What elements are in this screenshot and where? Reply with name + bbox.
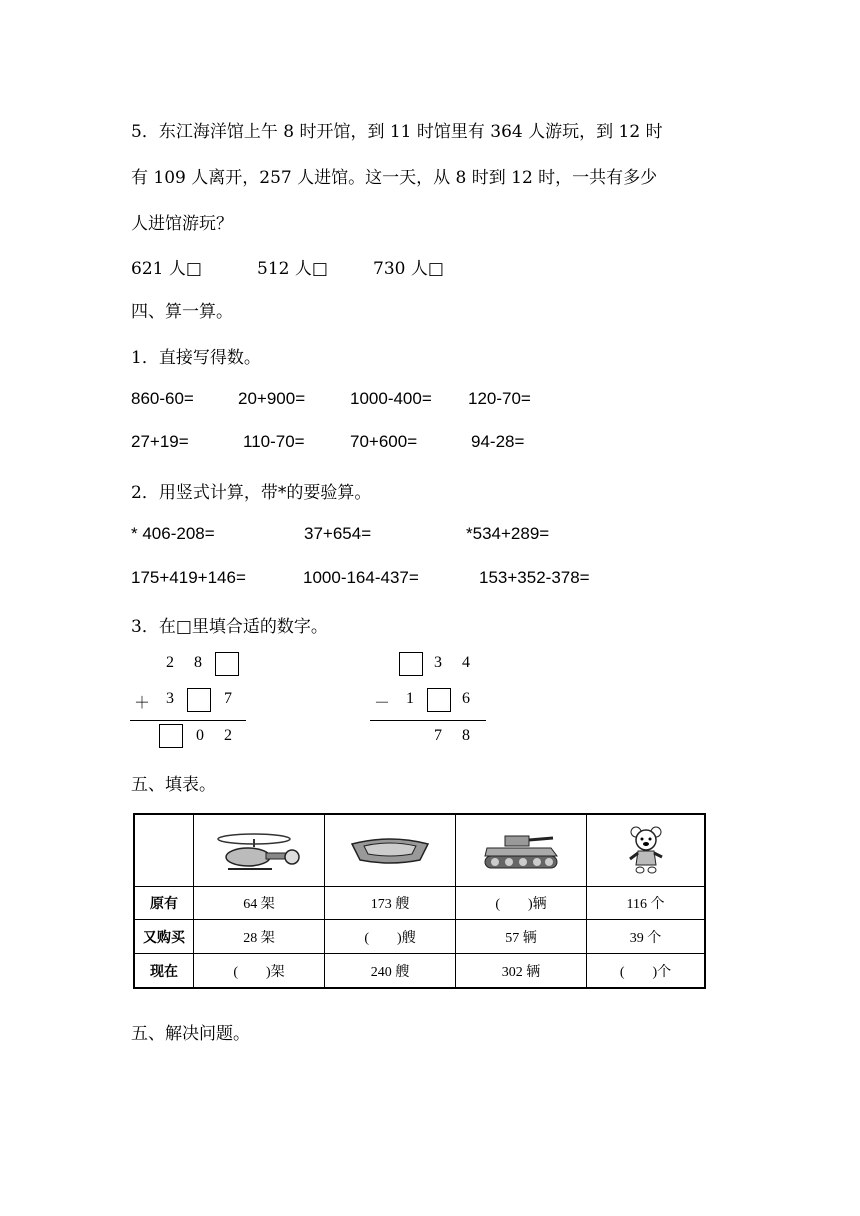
answer-box[interactable] [399,652,423,676]
section-4-title: 四、算一算。 [131,302,233,322]
tank-cell [456,814,587,886]
section-6-title: 五、解决问题。 [131,1024,250,1044]
boat-icon [350,830,430,870]
option-621[interactable]: 621 人□ [131,259,202,279]
answer-box[interactable] [215,652,239,676]
table-cell: 64 架 [194,886,325,920]
table-row [134,920,705,954]
table-cell-blank[interactable]: ( )辆 [456,886,587,920]
sum-line [130,720,246,721]
vertical-calc-item: 175+419+146= [131,568,246,587]
helicopter-icon [214,825,304,875]
boat-cell [325,814,456,886]
option-512[interactable]: 512 人□ [257,259,328,279]
vertical-calc-row-1 [131,524,549,544]
vertical-calc-row-2 [131,568,590,588]
q5-line-3: 人进馆游玩？ [131,214,233,234]
bear-cell [587,814,706,886]
plus-sign: ＋ [133,695,150,712]
difference-line [370,720,486,721]
table-cell: 240 艘 [325,954,456,989]
q5-line-2: 有 109 人离开，257 人进馆。这一天，从 8 时到 12 时，一共有多少 [131,168,658,188]
row-label: 现在 [134,954,194,989]
mental-math-item: 1000-400= [350,389,432,408]
vertical-subtraction: 3 4 － 1 6 7 8 [370,652,490,752]
table-cell-blank[interactable]: ( )个 [587,954,706,989]
table-cell: 39 个 [587,920,706,954]
answer-box[interactable] [159,724,183,748]
vertical-calc-item: * 406-208= [131,524,215,543]
helicopter-cell [194,814,325,886]
vertical-calc-item: 153+352-378= [479,568,590,587]
table-cell: 116 个 [587,886,706,920]
mental-math-item: 110-70= [243,432,305,451]
mental-math-item: 70+600= [350,432,418,451]
mental-math-item: 860-60= [131,389,194,408]
table-row [134,886,705,920]
mental-math-row-2 [131,432,524,452]
table-cell-blank[interactable]: ( )架 [194,954,325,989]
row-label: 原有 [134,886,194,920]
vertical-calc-item: 37+654= [304,524,372,543]
row-label: 又购买 [134,920,194,954]
table-cell-blank[interactable]: ( )艘 [325,920,456,954]
icon-row [134,814,705,886]
minus-sign: － [373,695,390,712]
option-730[interactable]: 730 人□ [373,259,444,279]
answer-box[interactable] [427,688,451,712]
table-row [134,954,705,989]
fill-table [133,813,706,989]
table-cell: 57 辆 [456,920,587,954]
vertical-addition: 2 8 ＋ 3 7 0 2 [130,652,250,752]
q5-line-1: 5．东江海洋馆上午 8 时开馆，到 11 时馆里有 364 人游玩，到 12 时 [131,122,663,142]
part-2-title: 2．用竖式计算，带*的要验算。 [131,483,372,503]
table-cell: 173 艘 [325,886,456,920]
table-cell: 28 架 [194,920,325,954]
vertical-calc-item: 1000-164-437= [303,568,419,587]
section-5-title: 五、填表。 [131,775,216,795]
mental-math-item: 27+19= [131,432,189,451]
part-3-title: 3．在□里填合适的数字。 [131,617,328,637]
tank-icon [481,828,561,872]
teddy-bear-icon [626,825,666,875]
corner-cell [134,814,194,886]
vertical-calc-item: *534+289= [466,524,550,543]
part-1-title: 1．直接写得数。 [131,348,261,368]
mental-math-item: 20+900= [238,389,306,408]
q5-options [131,254,444,279]
table-cell: 302 辆 [456,954,587,989]
mental-math-item: 120-70= [468,389,531,408]
mental-math-item: 94-28= [471,432,525,451]
answer-box[interactable] [187,688,211,712]
mental-math-row-1 [131,389,531,409]
